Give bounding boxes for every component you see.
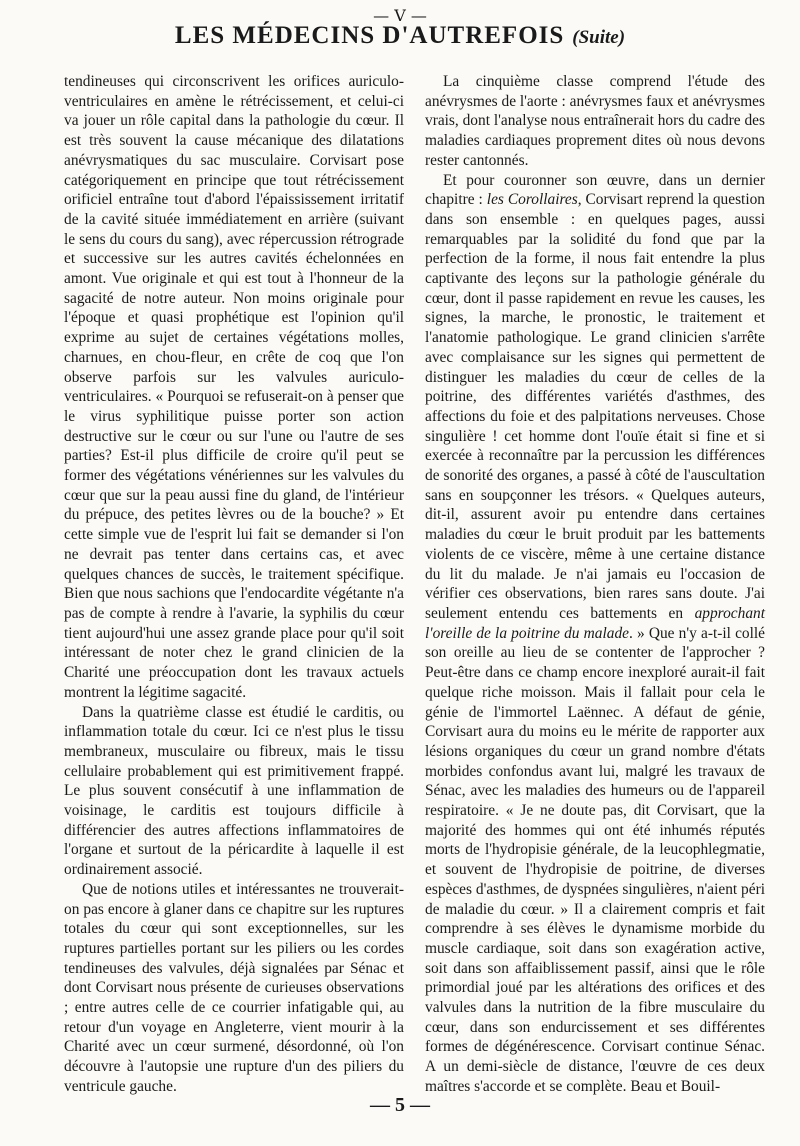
title-text: LES MÉDECINS D'AUTREFOIS [174,22,565,49]
italic-quote: approchant l'oreille de la poitrine du malade [425,604,765,642]
paragraph-ruptures: Que de notions utiles et intéressantes ne trouverait-on pas encore à glaner dans ce chapitre sur les ruptures totales du cœur qui sont exceptionnelles, sur les ruptures partielles portant sur les piliers ou les cordes tendineuses des valvules, déjà signalées par Sénac et dont Corvisart nous présente de curieuses observations ; entre autres celle de ce courrier infatigable qui, au retour d'un voyage en Angleterre, vient mourir à la Charité avec un cœur surmené, désordonné, où l'on découvre à l'autopsie une rupture d'un des piliers du ventricule gauche. [64,880,404,1095]
text-run: Et pour couronner son œuvre, dans un dernier chapitre : [425,171,765,209]
page-number: — 5 — [370,1094,430,1116]
text-run: , Corvisart reprend la question dans son ensemble : en quelques pages, aussi remarquables par la solidité du fond que par la perfection de la forme, il nous fait entendre la plus captivante des leçons sur la pathologie générale du cœur, dont il passe rapidement en revue les causes, les signes, la marche, le pronostic, le traitement et l'anatomie pathologique. Le grand clinicien s'arrête avec complaisance sur les signes qui permettent de distinguer les maladies du cœur de celles de la poitrine, des différentes variétés d'asthmes, des affections du foie et des palpitations nerveuses. Chose singulière ! cet homme dont l'ouïe était si fine et si exercée à reconnaître par la percussion les différences de sonorité des organes, a passé à côté de l'auscultation sans en soupçonner les trésors. « Quelques auteurs, dit-il, assurent avoir pu entendre dans certaines maladies du cœur le bruit produit par les battements violents de ce viscère, même à une certaine distance du lit du malade. Je n'ai jamais eu l'occasion de vérifier ces observations, bien rares sans doute. J'ai seulement entendu ces battements en [425,191,766,622]
right-column [425,72,765,1097]
paragraph-anevrysmes: La cinquième classe comprend l'étude des anévrysmes de l'aorte : anévrysmes faux et anévrysmes vrais, dont l'analyse nous entraînerait hors du cadre des maladies cardiaques proprement dites où nous devons rester cantonnés. [425,73,765,169]
paragraph-corollaires [425,171,765,1097]
paragraph-syphilis-cardiaque: tendineuses qui circonscrivent les orifices auriculo-ventriculaires en amène le rétrécissement, et celui-ci va jouer un rôle capital dans la pathologie du cœur. Il est très souvent la cause mécanique des dilatations anévrysmatiques du sac musculaire. Corvisart pose catégoriquement en principe que tout rétrécissement orificiel entraîne tout d'abord l'épaississement irritatif de la cavité située immédiatement en arrière (suivant le sens du cours du sang), avec répercussion rétrograde et successive sur les autres cavités échelonnées en amont. Vue originale et qui est tout à l'honneur de la sagacité de notre auteur. Non moins originale pour l'époque et quasi prophétique est l'opinion qu'il exprime au sujet de certaines végétations molles, charnues, en chou-fleur, en crête de coq que l'on observe parfois sur les valvules auriculo-ventriculaires. « Pourquoi se refuserait-on à penser que le virus syphilitique puisse porter son action destructive sur le cœur ou sur l'une ou l'autre de ses parties? Est-il plus difficile de croire qu'il peut se former des végétations vénériennes sur les valvules du cœur que sur la peau aussi fine du gland, de l'intérieur du prépuce, des petites lèvres ou de la bouche? » Et cette simple vue de l'esprit lui fait se demander si l'on ne devrait pas tenter dans certains cas, et avec quelques chances de succès, le traitement spécifique. Bien que nous sachions que l'endocardite végétante n'a pas de compte à rendre à l'avarie, la syphilis du cœur tient aujourd'hui une assez grande place pour qu'il soit intéressant de noter chez le grand clinicien de la Charité une préoccupation dont les travaux actuels montrent la légitime sagacité. [64,73,404,701]
running-title [0,22,800,50]
italic-corollaires: les Corollaires [486,191,578,209]
paragraph-carditis: Dans la quatrième classe est étudié le carditis, ou inflammation totale du cœur. Ici ce n'est plus le tissu membraneux, musculaire ou fibreux, mais le tissu cellulaire probablement qui est primitivement frappé. Le plus souvent consécutif à une inflammation de voisinage, le carditis est toujours difficile à différencier des autres affections inflammatoires de l'organe et surtout de la péricardite à laquelle il est ordinairement associé. [64,703,404,879]
left-column [64,72,404,1097]
roman-folio: — V — [373,6,427,25]
title-suite: (Suite) [572,27,626,48]
text-run: . » Que n'y a-t-il collé son oreille au lieu de se contenter de l'approcher ? Peut-être dans ce champ encore inexploré aurait-il fait quelque riche moisson. Mais il fallait pour cela le génie de l'immortel Laënnec. A défaut de génie, Corvisart aura du moins eu le mérite de rapporter aux lésions organiques du cœur un grand nombre d'états morbides confondus avant lui, malgré les travaux de Sénac, avec les maladies des humeurs ou de l'appareil respiratoire. « Je ne doute pas, dit Corvisart, que la majorité des hommes qui ont été inhumés réputés morts de l'hydropisie générale, de la leucophlegmatie, et souvent de l'hydropisie de poitrine, de diverses espèces d'asthmes, de dyspnées singulières, n'aient péri de maladie du cœur. » Il a clairement compris et fait comprendre à ses élèves le dynamisme morbide du muscle cardiaque, soit dans son exagération active, soit dans son affaiblissement passif, ainsi que le rôle primordial joué par les altérations des orifices et des valvules dans la nutrition de la fibre musculaire du cœur, dans son endurcissement et ses différentes formes de dégénérescence. Corvisart continue Sénac. A un demi-siècle de distance, l'œuvre de ces deux maîtres s'accorde et se complète. Beau et Bouil- [425,624,765,1095]
